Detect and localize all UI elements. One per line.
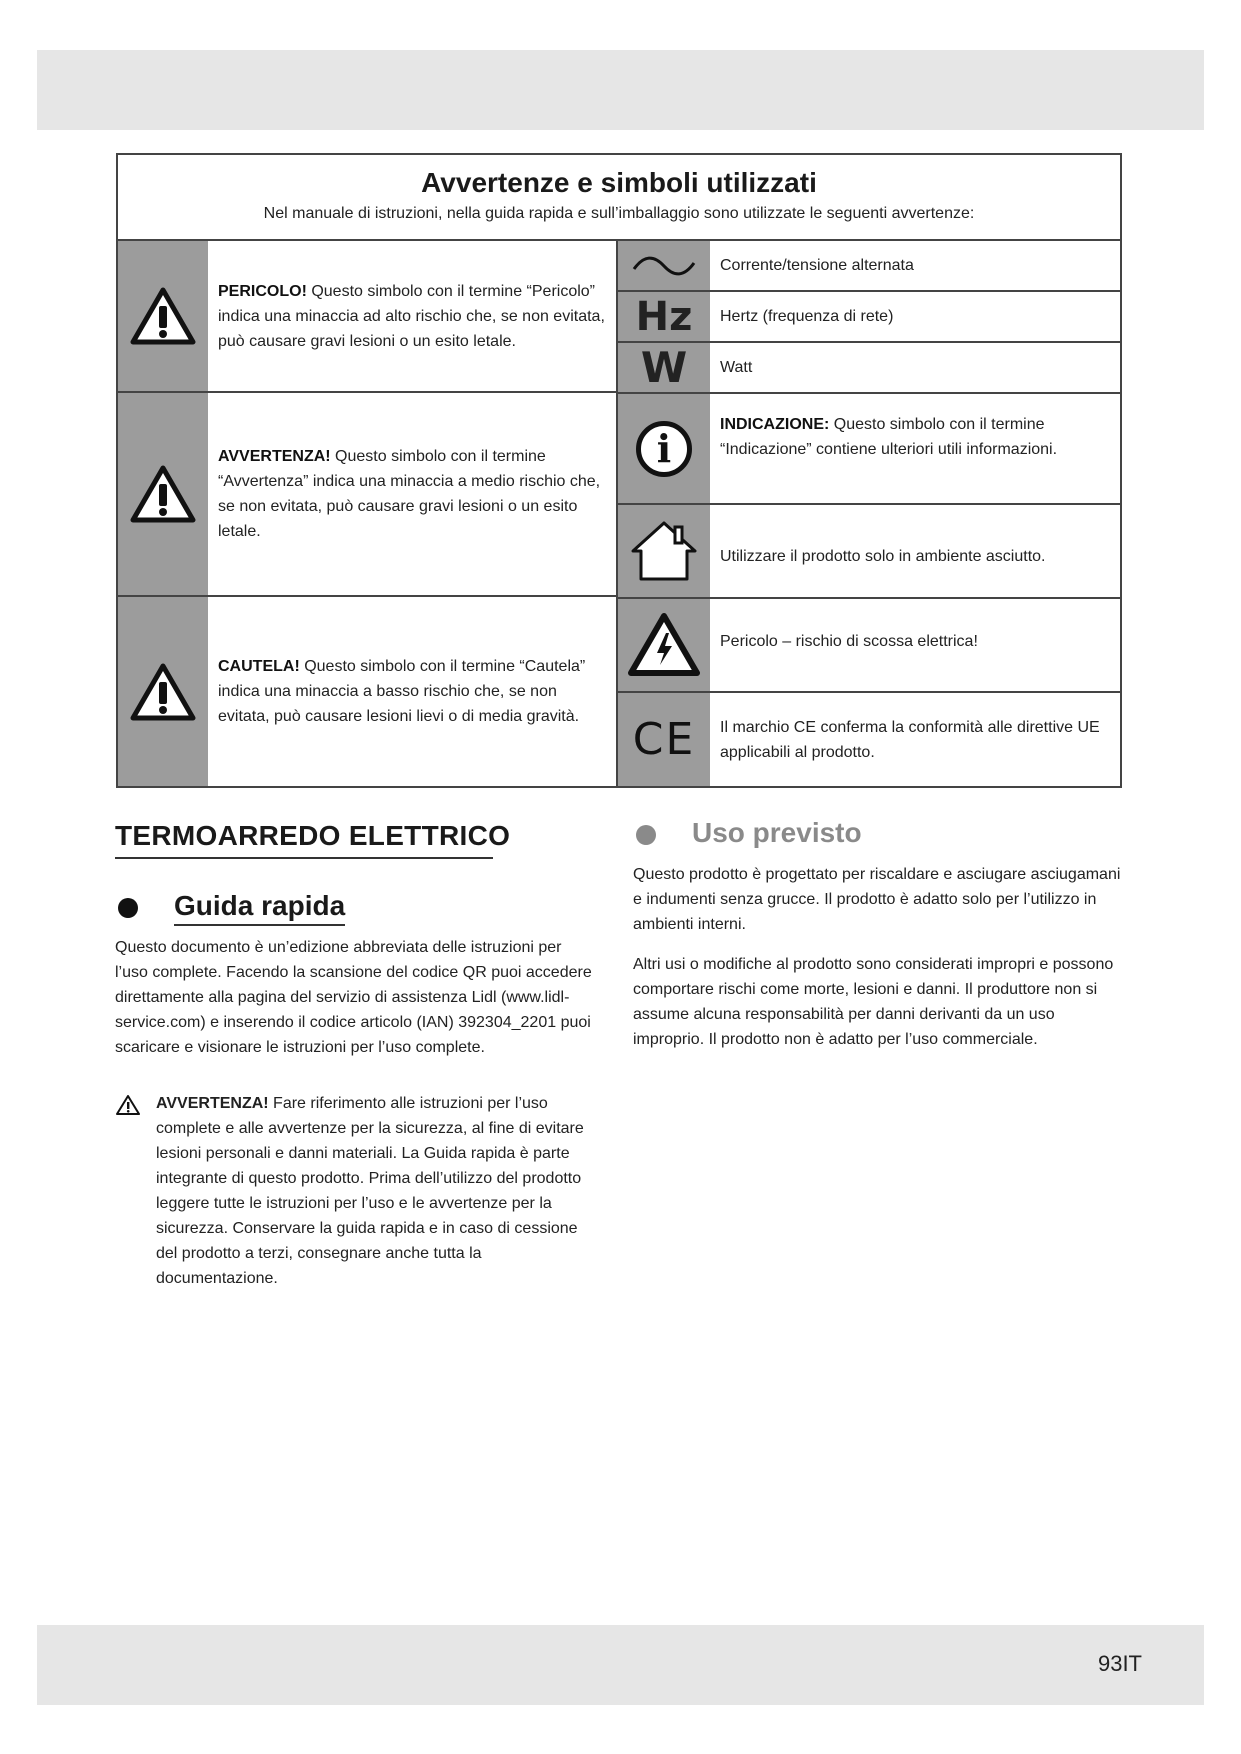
header-band [37, 50, 1204, 130]
bullet-icon [636, 825, 656, 845]
symbols-table-header [118, 155, 1120, 241]
house-icon [618, 505, 710, 597]
symbol-row-pericolo [118, 241, 616, 393]
symbol-desc-cautela: Questo simbolo con il termine “Cautela” indica una minaccia a basso rischio che, se non evitata, può causare lesioni lievi o di media gravità. [218, 658, 586, 725]
symbol-text-pericolo [218, 241, 608, 391]
symbol-row-cautela [118, 597, 616, 786]
symbol-label-info: INDICAZIONE: [720, 416, 830, 433]
sine-wave-icon [618, 241, 710, 290]
warning-triangle-icon [118, 241, 208, 391]
symbol-row-ac [618, 241, 1120, 292]
symbol-text-shock: Pericolo – rischio di scossa elettrica! [720, 633, 978, 650]
symbols-table-title: Avvertenze e simboli utilizzati [421, 167, 817, 198]
hz-glyph: Hz [635, 293, 693, 340]
page-number: 93IT [1097, 1651, 1142, 1676]
symbol-row-watt [618, 343, 1120, 394]
symbol-text-ac: Corrente/tensione alternata [720, 257, 914, 274]
symbol-row-hz [618, 292, 1120, 343]
symbol-desc-pericolo: Questo simbolo con il termine “Pericolo” indica una minaccia ad alto rischio che, se non evitata, può causare gravi lesioni o un esito letale. [218, 282, 605, 350]
info-glyph: i [656, 425, 672, 471]
symbol-text-hz: Hertz (frequenza di rete) [720, 308, 894, 325]
bullet-icon [118, 898, 138, 918]
info-icon [618, 394, 710, 503]
symbol-row-info [618, 394, 1120, 505]
symbol-row-ce [618, 693, 1120, 786]
ce-glyph: CE [632, 713, 696, 765]
symbols-table-subtitle: Nel manuale di istruzioni, nella guida rapida e sull’imballaggio sono utilizzate le seguenti avvertenze: [263, 205, 975, 222]
symbol-text-watt: Watt [720, 359, 753, 376]
symbol-desc-info: Questo simbolo con il termine “Indicazione” contiene ulteriori utili informazioni. [720, 416, 1058, 458]
warning-small-icon [115, 1094, 141, 1116]
intended-use-paragraph-2: Altri usi o modifiche al prodotto sono considerati impropri e possono comportare rischi come morte, lesioni e danni. Il produttore non si assume alcuna responsabilità per danni derivanti da un uso improprio. Il prodotto non è adatto per l’uso commerciale. [633, 956, 1114, 1048]
warning-triangle-icon [118, 597, 208, 786]
symbols-left-column [118, 241, 618, 786]
intended-use-title: Uso previsto [692, 817, 862, 848]
quick-guide-warning-text: Fare riferimento alle istruzioni per l’uso complete e alle avvertenze per la sicurezza, al fine di evitare lesioni personali e danni materiali. La Guida rapida è parte integrante di questo prodotto. Prima dell’utilizzo del prodotto leggere tutte le istruzioni per l’uso e le avvertenze per la sicurezza. Conservare la guida rapida e in caso di cessione del prodotto a terzi, consegnare anche tutta la documentazione. [156, 1095, 584, 1287]
symbols-right-column [618, 241, 1120, 786]
symbol-label-cautela: CAUTELA! [218, 658, 300, 675]
symbol-text-info [720, 394, 1114, 503]
electric-shock-icon [618, 599, 710, 691]
symbol-desc-avvertenza: Questo simbolo con il termine “Avvertenza” indica una minaccia a medio rischio che, se non evitata, può causare gravi lesioni o un esito letale. [218, 448, 601, 540]
quick-guide-warning-label: AVVERTENZA! [156, 1095, 269, 1112]
ce-mark-icon [618, 693, 710, 786]
symbol-text-cautela [218, 597, 608, 786]
watt-icon [618, 343, 710, 392]
warning-triangle-icon [118, 393, 208, 595]
symbol-text-ce: Il marchio CE conferma la conformità alle direttive UE applicabili al prodotto. [720, 718, 1100, 761]
symbol-text-avvertenza [218, 393, 608, 595]
symbol-text-indoor: Utilizzare il prodotto solo in ambiente asciutto. [720, 548, 1046, 565]
product-title: TERMOARREDO ELETTRICO [115, 820, 511, 851]
quick-guide-title: Guida rapida [174, 890, 345, 926]
quick-guide-warning [156, 1091, 596, 1291]
symbol-label-avvertenza: AVVERTENZA! [218, 448, 331, 465]
quick-guide-body: Questo documento è un’edizione abbreviata delle istruzioni per l’uso complete. Facendo la scansione del codice QR puoi accedere direttamente alla pagina del servizio di assistenza Lidl (www.lidl-service.com) e inserendo il codice articolo (IAN) 392304_2201 puoi scaricare e visionare le istruzioni per l’uso complete. [115, 939, 592, 1056]
symbol-row-avvertenza [118, 393, 616, 597]
symbol-row-indoor [618, 505, 1120, 599]
intended-use-paragraph-1: Questo prodotto è progettato per riscaldare e asciugare asciugamani e indumenti senza grucce. Il prodotto è adatto solo per l’utilizzo in ambienti interni. [633, 866, 1121, 933]
footer-band [37, 1625, 1204, 1705]
hz-icon [618, 292, 710, 341]
watt-glyph: W [640, 342, 688, 392]
symbols-table [116, 153, 1122, 788]
symbol-label-pericolo: PERICOLO! [218, 282, 307, 300]
product-title-underline [115, 857, 493, 859]
symbol-row-shock [618, 599, 1120, 693]
